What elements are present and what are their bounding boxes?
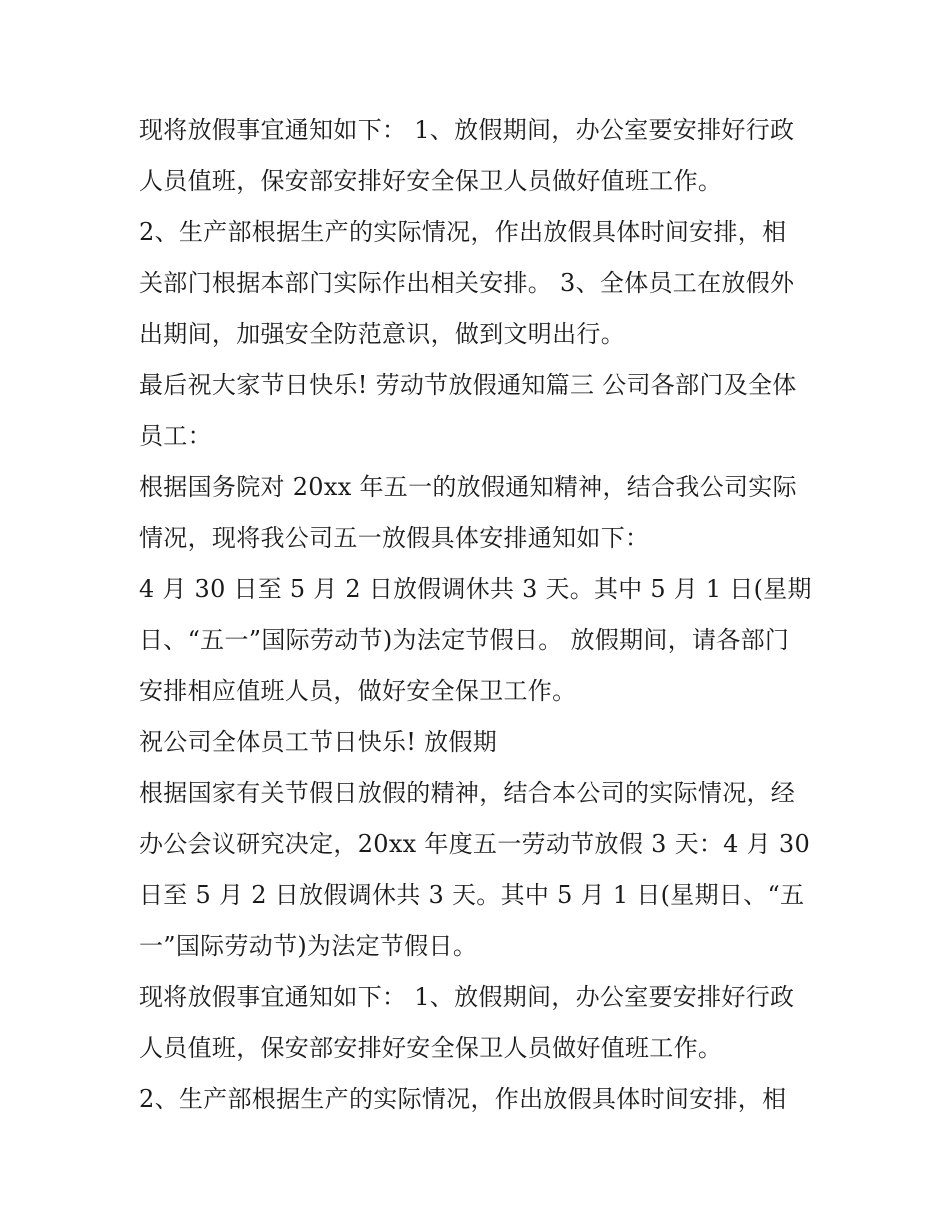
text-line-20: 2、生产部根据生产的实际情况，作出放假具体时间安排，相 xyxy=(139,1085,787,1113)
text-line-10: 4 月 30 日至 5 月 2 日放假调休共 3 天。其中 5 月 1 日(星期 xyxy=(139,575,812,603)
text-line-16: 日至 5 月 2 日放假调休共 3 天。其中 5 月 1 日(星期日、“五 xyxy=(139,881,805,909)
text-line-7: 员工： xyxy=(139,422,212,450)
text-line-9: 情况，现将我公司五一放假具体安排通知如下： xyxy=(139,524,650,552)
text-line-14: 根据国家有关节假日放假的精神，结合本公司的实际情况，经 xyxy=(139,779,796,807)
text-line-11: 日、“五一”国际劳动节)为法定节假日。 放假期间，请各部门 xyxy=(139,626,790,654)
text-line-15: 办公会议研究决定，20xx 年度五一劳动节放假 3 天：4 月 30 xyxy=(139,830,811,858)
text-line-4: 关部门根据本部门实际作出相关安排。 3、全体员工在放假外 xyxy=(139,269,795,297)
text-line-2: 人员值班，保安部安排好安全保卫人员做好值班工作。 xyxy=(139,167,723,195)
text-line-8: 根据国务院对 20xx 年五一的放假通知精神，结合我公司实际 xyxy=(139,473,797,501)
text-line-18: 现将放假事宜通知如下： 1、放假期间，办公室要安排好行政 xyxy=(139,983,795,1011)
text-line-17: 一”国际劳动节)为法定节假日。 xyxy=(139,932,478,960)
text-line-19: 人员值班，保安部安排好安全保卫人员做好值班工作。 xyxy=(139,1034,723,1062)
text-line-6: 最后祝大家节日快乐! 劳动节放假通知篇三 公司各部门及全体 xyxy=(139,371,797,399)
text-line-13: 祝公司全体员工节日快乐! 放假期 xyxy=(139,728,498,756)
text-line-1: 现将放假事宜通知如下： 1、放假期间，办公室要安排好行政 xyxy=(139,116,795,144)
text-line-5: 出期间，加强安全防范意识，做到文明出行。 xyxy=(139,320,625,348)
text-line-3: 2、生产部根据生产的实际情况，作出放假具体时间安排，相 xyxy=(139,218,787,246)
text-line-12: 安排相应值班人员，做好安全保卫工作。 xyxy=(139,677,577,705)
